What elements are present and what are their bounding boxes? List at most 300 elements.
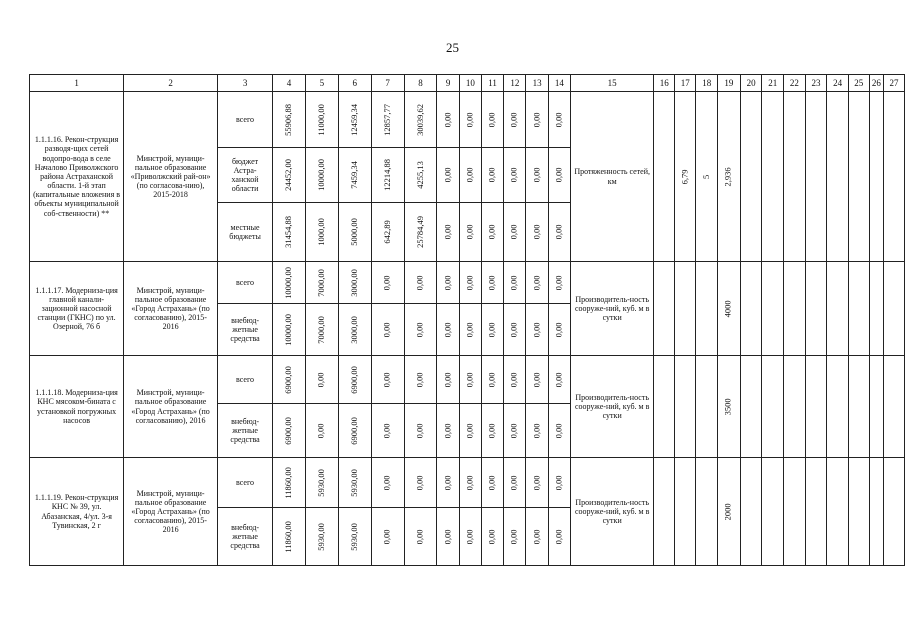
amount-cell [338, 92, 371, 148]
column-header: 11 [481, 75, 503, 92]
funding-source: всего [218, 356, 273, 404]
amount-value: 0,00 [464, 529, 475, 544]
indicator-value-cell [718, 262, 741, 356]
measure-executor: Минстрой, муници-пальное образование «Город Астрахань» (по согласованию), 2015-2016 [124, 262, 218, 356]
indicator-value: 5 [700, 174, 711, 179]
amount-cell [273, 262, 306, 304]
amount-cell [481, 458, 503, 508]
amount-value: 24452,00 [283, 159, 294, 191]
amount-value: 0,00 [553, 275, 564, 290]
amount-cell [504, 404, 526, 458]
empty-cell [740, 262, 762, 356]
empty-cell [827, 262, 849, 356]
amount-cell [548, 404, 570, 458]
amount-cell [526, 356, 548, 404]
column-header: 16 [654, 75, 675, 92]
amount-value: 0,00 [486, 224, 497, 240]
amount-cell [526, 508, 548, 566]
amount-value: 6900,00 [283, 416, 294, 445]
amount-cell [305, 356, 338, 404]
amount-cell [371, 92, 404, 148]
amount-value: 0,00 [508, 372, 519, 387]
column-header: 14 [548, 75, 570, 92]
column-header: 12 [504, 75, 526, 92]
amount-value: 12459,34 [348, 103, 359, 136]
indicator-cell-16 [654, 262, 675, 356]
amount-value: 3000,00 [348, 315, 359, 344]
amount-value: 0,00 [442, 275, 453, 290]
amount-cell [504, 458, 526, 508]
amount-cell [526, 262, 548, 304]
column-header: 2 [124, 75, 218, 92]
column-header: 19 [718, 75, 741, 92]
amount-value: 0,00 [381, 475, 392, 490]
amount-value: 0,00 [553, 529, 564, 544]
amount-value: 0,00 [442, 475, 453, 490]
column-header: 24 [827, 75, 849, 92]
column-header: 15 [570, 75, 653, 92]
amount-value: 5930,00 [348, 468, 359, 497]
column-header: 5 [305, 75, 338, 92]
amount-value: 12857,77 [381, 103, 392, 136]
empty-cell [805, 458, 827, 566]
amount-cell [526, 92, 548, 148]
amount-cell [459, 262, 481, 304]
amount-cell [459, 356, 481, 404]
column-header: 3 [218, 75, 273, 92]
amount-cell [273, 92, 306, 148]
amount-value: 0,00 [442, 224, 453, 240]
amount-cell [305, 92, 338, 148]
amount-cell [404, 356, 437, 404]
empty-cell [869, 458, 883, 566]
amount-value: 642,89 [381, 220, 392, 244]
amount-cell [504, 262, 526, 304]
amount-value: 0,00 [464, 224, 475, 240]
indicator-name: Производитель-ность сооруже-ний, куб. м в сутки [570, 356, 653, 458]
empty-cell [784, 458, 806, 566]
program-table [29, 74, 905, 566]
empty-cell [827, 458, 849, 566]
amount-value: 6900,00 [348, 365, 359, 394]
column-header: 13 [526, 75, 548, 92]
amount-value: 0,00 [553, 423, 564, 438]
empty-cell [869, 262, 883, 356]
amount-cell [273, 458, 306, 508]
amount-value: 0,00 [414, 529, 425, 544]
amount-cell [526, 404, 548, 458]
empty-cell [848, 356, 869, 458]
column-header: 26 [869, 75, 883, 92]
amount-cell [371, 508, 404, 566]
amount-cell [305, 148, 338, 203]
indicator-value-cell [718, 92, 741, 262]
amount-value: 0,00 [442, 372, 453, 387]
amount-cell [548, 148, 570, 203]
empty-cell [805, 262, 827, 356]
amount-cell [481, 262, 503, 304]
amount-cell [437, 304, 459, 356]
amount-cell [273, 203, 306, 262]
amount-value: 11860,00 [283, 520, 294, 553]
amount-value: 0,00 [464, 372, 475, 387]
page-number: 25 [446, 40, 459, 55]
empty-cell [869, 356, 883, 458]
indicator-cell-16 [654, 356, 675, 458]
column-header: 10 [459, 75, 481, 92]
empty-cell [740, 92, 762, 262]
amount-cell [338, 356, 371, 404]
amount-cell [526, 148, 548, 203]
funding-source: бюджет Астра-ханской области [218, 148, 273, 203]
amount-value: 0,00 [508, 423, 519, 438]
amount-cell [338, 148, 371, 203]
amount-cell [437, 92, 459, 148]
amount-cell [526, 458, 548, 508]
indicator-value: 2000 [723, 502, 734, 520]
column-header: 23 [805, 75, 827, 92]
empty-cell [884, 356, 905, 458]
amount-cell [548, 92, 570, 148]
amount-cell [338, 304, 371, 356]
amount-value: 0,00 [464, 423, 475, 438]
measure-title: 1.1.1.16. Рекон-струкция разводя-щих сетей водопро-вода в селе Началово Приволжского района Астраханской области. 1-й этап (капитальные вложения в объекты муниципальной соб-ственности) ** [30, 92, 124, 262]
indicator-value-cell [675, 458, 696, 566]
empty-cell [884, 92, 905, 262]
empty-cell [848, 262, 869, 356]
measure-executor: Минстрой, муници-пальное образование «Город Астрахань» (по согласованию), 2016 [124, 356, 218, 458]
amount-value: 0,00 [442, 167, 453, 183]
amount-cell [305, 304, 338, 356]
amount-cell [338, 508, 371, 566]
amount-value: 0,00 [531, 322, 542, 337]
amount-value: 0,00 [414, 322, 425, 337]
indicator-value-cell [696, 262, 718, 356]
amount-cell [504, 356, 526, 404]
funding-source: всего [218, 92, 273, 148]
amount-cell [305, 508, 338, 566]
amount-cell [338, 404, 371, 458]
amount-cell [481, 148, 503, 203]
amount-cell [548, 203, 570, 262]
amount-value: 0,00 [381, 322, 392, 337]
amount-cell [504, 203, 526, 262]
indicator-value-cell [675, 262, 696, 356]
amount-value: 0,00 [531, 423, 542, 438]
funding-source: всего [218, 458, 273, 508]
indicator-value-cell [718, 356, 741, 458]
empty-cell [762, 356, 784, 458]
amount-value: 0,00 [486, 529, 497, 544]
amount-value: 25784,49 [414, 216, 425, 248]
amount-cell [548, 356, 570, 404]
indicator-value: 3500 [723, 397, 734, 415]
amount-value: 0,00 [381, 529, 392, 544]
amount-cell [273, 148, 306, 203]
amount-cell [437, 404, 459, 458]
amount-cell [437, 148, 459, 203]
amount-value: 0,00 [531, 275, 542, 290]
amount-value: 4255,13 [414, 161, 425, 189]
amount-cell [504, 148, 526, 203]
amount-value: 12214,88 [381, 159, 392, 191]
amount-cell [481, 356, 503, 404]
amount-cell [273, 508, 306, 566]
table-row [30, 356, 905, 404]
indicator-cell-16 [654, 458, 675, 566]
amount-cell [437, 458, 459, 508]
indicator-value-cell [696, 458, 718, 566]
amount-value: 0,00 [486, 167, 497, 183]
indicator-value-cell [696, 356, 718, 458]
amount-value: 6900,00 [283, 365, 294, 394]
amount-cell [437, 203, 459, 262]
amount-value: 10000,00 [283, 266, 294, 299]
amount-value: 0,00 [464, 275, 475, 290]
amount-cell [459, 404, 481, 458]
measure-title: 1.1.1.18. Модерниза-ция КНС мясоком-бината с установкой погружных насосов [30, 356, 124, 458]
indicator-value-cell [696, 92, 718, 262]
amount-cell [273, 404, 306, 458]
measure-title: 1.1.1.19. Рекон-струкция КНС № 39, ул. Абазанская, 4/ул. 3-я Тувинская, 2 г [30, 458, 124, 566]
amount-cell [481, 508, 503, 566]
amount-cell [481, 304, 503, 356]
amount-cell [481, 92, 503, 148]
amount-value: 0,00 [553, 224, 564, 240]
amount-value: 0,00 [531, 529, 542, 544]
amount-cell [504, 304, 526, 356]
table-row [30, 262, 905, 304]
amount-value: 0,00 [464, 322, 475, 337]
amount-value: 55906,88 [283, 103, 294, 136]
amount-value: 0,00 [316, 372, 327, 387]
amount-cell [481, 203, 503, 262]
empty-cell [740, 356, 762, 458]
column-header: 27 [884, 75, 905, 92]
column-header: 6 [338, 75, 371, 92]
empty-cell [762, 92, 784, 262]
amount-value: 0,00 [531, 167, 542, 183]
amount-cell [371, 148, 404, 203]
amount-cell [371, 356, 404, 404]
empty-cell [884, 458, 905, 566]
amount-value: 0,00 [486, 112, 497, 127]
amount-value: 0,00 [508, 224, 519, 240]
empty-cell [762, 458, 784, 566]
indicator-value: 2,936 [723, 166, 734, 187]
funding-source: всего [218, 262, 273, 304]
amount-value: 5000,00 [348, 218, 359, 246]
amount-value: 0,00 [414, 275, 425, 290]
amount-cell [459, 304, 481, 356]
indicator-value: 6,79 [679, 169, 690, 184]
amount-value: 0,00 [553, 112, 564, 127]
empty-cell [848, 458, 869, 566]
amount-value: 0,00 [486, 275, 497, 290]
funding-source: внебюд-жетные средства [218, 508, 273, 566]
empty-cell [848, 92, 869, 262]
amount-cell [437, 356, 459, 404]
amount-cell [404, 203, 437, 262]
amount-value: 0,00 [414, 423, 425, 438]
amount-cell [273, 304, 306, 356]
amount-value: 0,00 [508, 275, 519, 290]
amount-value: 5930,00 [348, 522, 359, 551]
amount-value: 7459,34 [348, 161, 359, 189]
amount-value: 0,00 [531, 224, 542, 240]
amount-value: 30039,62 [414, 103, 425, 136]
column-header: 7 [371, 75, 404, 92]
measure-executor: Минстрой, муници-пальное образование «Приволжский рай-он» (по согласова-нию), 2015-2018 [124, 92, 218, 262]
indicator-value-cell [675, 92, 696, 262]
amount-value: 11000,00 [316, 103, 327, 136]
amount-cell [548, 508, 570, 566]
empty-cell [762, 262, 784, 356]
amount-value: 0,00 [508, 322, 519, 337]
amount-cell [404, 404, 437, 458]
column-header: 8 [404, 75, 437, 92]
amount-cell [548, 458, 570, 508]
amount-cell [338, 203, 371, 262]
amount-value: 0,00 [442, 529, 453, 544]
amount-value: 0,00 [553, 372, 564, 387]
column-header: 25 [848, 75, 869, 92]
amount-cell [371, 304, 404, 356]
amount-cell [437, 262, 459, 304]
amount-value: 0,00 [508, 167, 519, 183]
amount-value: 0,00 [486, 475, 497, 490]
amount-cell [526, 304, 548, 356]
amount-value: 0,00 [381, 423, 392, 438]
amount-cell [404, 458, 437, 508]
indicator-name: Производитель-ность сооруже-ний, куб. м в сутки [570, 262, 653, 356]
indicator-value: 4000 [723, 299, 734, 317]
column-header: 21 [762, 75, 784, 92]
amount-value: 0,00 [553, 167, 564, 183]
column-header: 17 [675, 75, 696, 92]
amount-value: 1000,00 [316, 218, 327, 246]
measure-executor: Минстрой, муници-пальное образование «Город Астрахань» (по согласованию), 2015-2016 [124, 458, 218, 566]
amount-cell [305, 203, 338, 262]
amount-cell [548, 304, 570, 356]
empty-cell [827, 356, 849, 458]
amount-cell [459, 203, 481, 262]
amount-value: 0,00 [531, 372, 542, 387]
amount-cell [526, 203, 548, 262]
amount-value: 0,00 [486, 372, 497, 387]
amount-cell [404, 508, 437, 566]
amount-value: 0,00 [531, 475, 542, 490]
amount-cell [338, 458, 371, 508]
empty-cell [869, 92, 883, 262]
amount-cell [371, 404, 404, 458]
column-header: 1 [30, 75, 124, 92]
amount-cell [548, 262, 570, 304]
amount-value: 7000,00 [316, 268, 327, 297]
amount-value: 11860,00 [283, 466, 294, 499]
empty-cell [784, 262, 806, 356]
empty-cell [784, 92, 806, 262]
amount-value: 10000,00 [283, 313, 294, 346]
empty-cell [884, 262, 905, 356]
table-row [30, 92, 905, 148]
amount-cell [404, 92, 437, 148]
amount-value: 0,00 [486, 322, 497, 337]
amount-value: 0,00 [508, 112, 519, 127]
amount-cell [504, 508, 526, 566]
indicator-name: Протяженность сетей, км [570, 92, 653, 262]
empty-cell [805, 356, 827, 458]
amount-value: 0,00 [381, 275, 392, 290]
amount-value: 0,00 [486, 423, 497, 438]
amount-cell [404, 148, 437, 203]
amount-value: 0,00 [414, 372, 425, 387]
amount-cell [273, 356, 306, 404]
empty-cell [827, 92, 849, 262]
funding-source: внебюд-жетные средства [218, 404, 273, 458]
amount-cell [404, 262, 437, 304]
amount-value: 10000,00 [316, 159, 327, 191]
column-header: 4 [273, 75, 306, 92]
amount-value: 0,00 [531, 112, 542, 127]
amount-cell [481, 404, 503, 458]
empty-cell [784, 356, 806, 458]
amount-cell [305, 262, 338, 304]
amount-value: 0,00 [442, 112, 453, 127]
amount-value: 0,00 [508, 475, 519, 490]
indicator-value-cell [675, 356, 696, 458]
amount-cell [459, 92, 481, 148]
amount-cell [371, 458, 404, 508]
indicator-value-cell [718, 458, 741, 566]
amount-value: 0,00 [464, 112, 475, 127]
amount-value: 31454,88 [283, 216, 294, 248]
amount-cell [338, 262, 371, 304]
amount-value: 5930,00 [316, 522, 327, 551]
amount-cell [305, 458, 338, 508]
indicator-name: Производитель-ность сооруже-ний, куб. м в сутки [570, 458, 653, 566]
column-header: 22 [784, 75, 806, 92]
amount-value: 0,00 [508, 529, 519, 544]
funding-source: местные бюджеты [218, 203, 273, 262]
empty-cell [805, 92, 827, 262]
column-header: 20 [740, 75, 762, 92]
indicator-cell-16 [654, 92, 675, 262]
amount-value: 0,00 [464, 475, 475, 490]
amount-cell [305, 404, 338, 458]
column-header: 9 [437, 75, 459, 92]
amount-cell [371, 262, 404, 304]
funding-source: внебюд-жетные средства [218, 304, 273, 356]
amount-cell [437, 508, 459, 566]
amount-value: 0,00 [316, 423, 327, 438]
amount-cell [504, 92, 526, 148]
amount-value: 0,00 [414, 475, 425, 490]
header-row [30, 75, 905, 92]
amount-value: 0,00 [442, 322, 453, 337]
amount-value: 5930,00 [316, 468, 327, 497]
amount-cell [459, 508, 481, 566]
amount-value: 0,00 [553, 475, 564, 490]
amount-value: 6900,00 [348, 416, 359, 445]
amount-value: 3000,00 [348, 268, 359, 297]
amount-value: 0,00 [381, 372, 392, 387]
amount-cell [459, 148, 481, 203]
amount-value: 0,00 [553, 322, 564, 337]
amount-value: 7000,00 [316, 315, 327, 344]
amount-value: 0,00 [442, 423, 453, 438]
table-row [30, 458, 905, 508]
